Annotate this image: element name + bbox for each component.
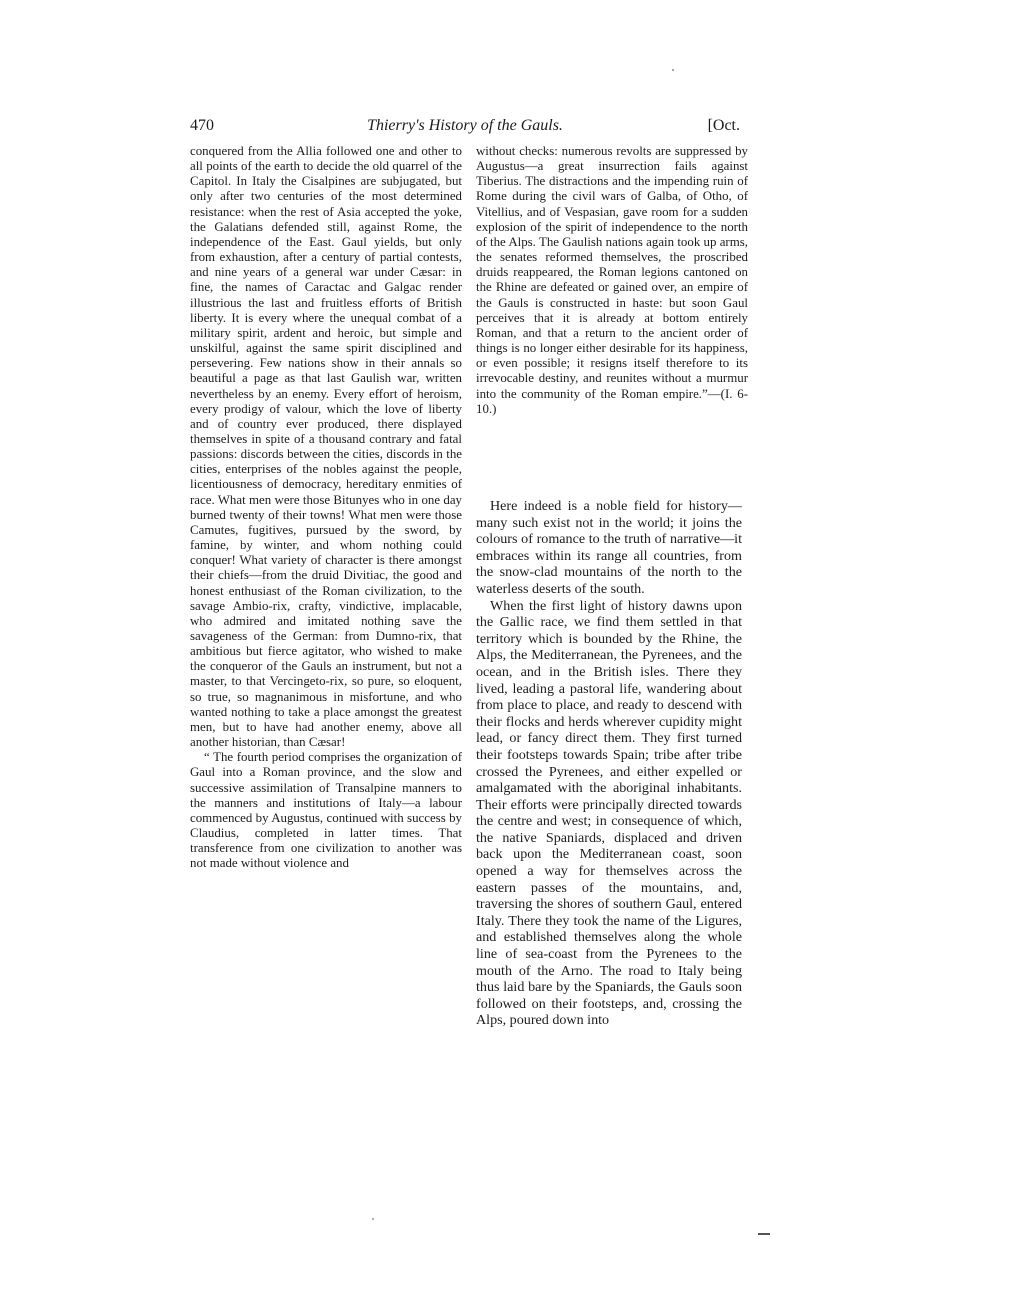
paragraph: Here indeed is a noble field for history—many such exist not in the world; it joins the colours of romance to the truth of narrative—it embraces within its range all countries, from the snow-clad mountains of the north to the waterless deserts of the south.: [476, 498, 742, 597]
paragraph: conquered from the Allia followed one and other to all points of the earth to decide the old quarrel of the Capitol. In Italy the Cisalpines are subjugated, but only after two centuries of the most determined resistance: when the rest of Asia accepted the yoke, the Galatians defended still, against Rome, the independence of the East. Gaul yields, but only from exhaustion, after a century of partial contests, and nine years of a general war under Cæsar: in fine, the names of Caractac and Galgac render illustrious the last and fruitless efforts of British liberty. It is every where the unequal combat of a military spirit, ardent and heroic, but simple and unskilful, against the same spirit disciplined and persevering. Few nations show in their annals so beautiful a page as that last Gaulish war, written nevertheless by an enemy. Every effort of heroism, every prodigy of valour, which the love of liberty and of country ever produced, there displayed themselves in spite of a thousand contrary and fatal passions: discords between the cities, discords in the cities, enterprises of the nobles against the people, licentiousness of democracy, hereditary enmities of race. What men were those Bitunyes who in one day burned twenty of their towns! What men were those Camutes, fugitives, pursued by the sword, by famine, by winter, and whom nothing could conquer! What variety of character is there amongst their chiefs—from the druid Divitiac, the good and honest enthusiast of the Roman civilization, to the savage Ambio-rix, crafty, vindictive, implacable, who admired and imitated nothing save the savageness of the German: from Dumno-rix, that ambitious but fierce agitator, who wished to make the conqueror of the Gauls an instrument, but not a master, to that Vercingeto-rix, so pure, so eloquent, so true, so magnanimous in misfortune, and who wanted nothing to take a place amongst the greatest men, but to have had another enemy, above all another historian, than Cæsar!: [190, 144, 462, 750]
left-column: [190, 144, 462, 872]
speck-mark: [372, 1218, 374, 1220]
paragraph: “ The fourth period comprises the organization of Gaul into a Roman province, and the slow and successive assimilation of Transalpine manners to the manners and institutions of Italy—a labour commenced by Augustus, continued with success by Claudius, completed in latter times. That transference from one civilization to another was not made without violence and: [190, 750, 462, 871]
paragraph: without checks: numerous revolts are suppressed by Augustus—a great insurrection fails against Tiberius. The distractions and the impending ruin of Rome during the civil wars of Galba, of Otho, of Vitellius, and of Vespasian, gave room for a sudden explosion of the spirit of independence to the north of the Alps. The Gaulish nations again took up arms, the senates reformed themselves, the proscribed druids reappeared, the Roman legions cantoned on the Rhine are defeated or gained over, an empire of the Gauls is constructed in haste: but soon Gaul perceives that it is already at bottom entirely Roman, and that a return to the ancient order of things is no longer either desirable for its happiness, or even possible; it resigns itself therefore to its irrevocable destiny, and reunites without a murmur into the community of the Roman empire.”—(I. 6-10.): [476, 144, 748, 416]
page-number: 470: [190, 117, 214, 134]
dash-mark: [758, 1233, 770, 1235]
running-header: [190, 117, 740, 139]
paragraph: When the first light of history dawns upon the Gallic race, we find them settled in that territory which is bounded by the Rhine, the Alps, the Mediterranean, the Pyrenees, and the ocean, and in the British isles. There they lived, leading a pastoral life, wandering about from place to place, and ready to descend with their flocks and herds wherever cupidity might lead, or fancy direct them. They first turned their footsteps towards Spain; tribe after tribe crossed the Pyrenees, and either expelled or amalgamated with the aboriginal inhabitants. Their efforts were principally directed towards the centre and west; in consequence of which, the native Spaniards, displaced and driven back upon the Mediterranean coast, soon opened a way for themselves across the eastern passes of the mountains, and, traversing the shores of southern Gaul, entered Italy. There they took the name of the Ligures, and established themselves along the whole line of sea-coast from the Pyrenees to the mouth of the Arno. The road to Italy being thus laid bare by the Spaniards, the Gauls soon followed on their footsteps, and, crossing the Alps, poured down into: [476, 597, 742, 1029]
issue-month: [Oct.: [707, 117, 740, 134]
right-column-body: [476, 498, 742, 1029]
speck-mark: [672, 69, 674, 71]
right-column-quote: [476, 144, 748, 417]
running-title: Thierry's History of the Gauls.: [367, 117, 563, 134]
